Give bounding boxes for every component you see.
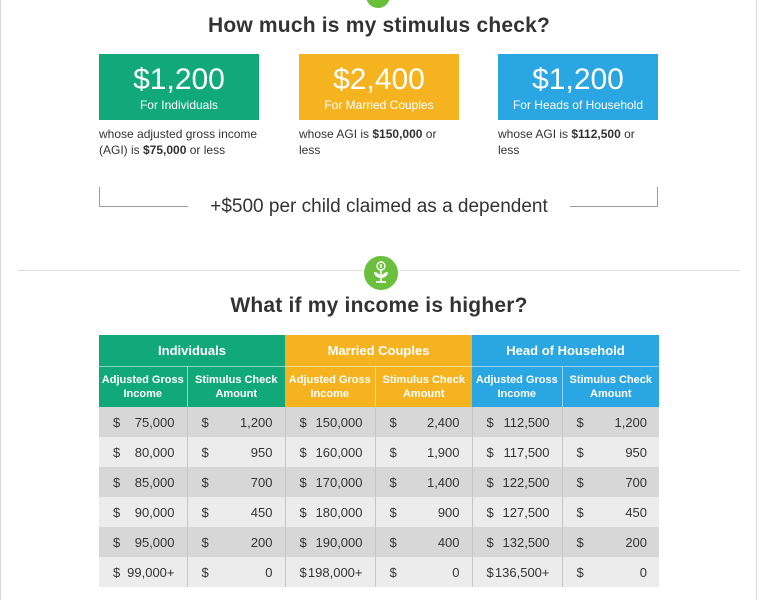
head-amount: $1,200 bbox=[532, 63, 624, 96]
currency-symbol: $ bbox=[201, 534, 209, 550]
currency-symbol: $ bbox=[576, 564, 584, 580]
table-row bbox=[99, 557, 659, 587]
dollar-icon bbox=[366, 0, 390, 8]
cell-value: 450 bbox=[250, 504, 273, 520]
individuals-description bbox=[99, 126, 267, 158]
currency-symbol: $ bbox=[486, 564, 494, 580]
currency-symbol: $ bbox=[486, 534, 494, 550]
currency-symbol: $ bbox=[201, 504, 209, 520]
cell-value: 450 bbox=[625, 504, 648, 520]
agi-cell bbox=[99, 467, 187, 497]
married-description bbox=[299, 126, 459, 158]
currency-symbol: $ bbox=[486, 414, 494, 430]
check-column-header: Stimulus Check Amount bbox=[375, 367, 472, 408]
agi-column-header: Adjusted Gross Income bbox=[472, 367, 562, 408]
stimulus-heading: How much is my stimulus check? bbox=[207, 14, 551, 37]
cell-value: 190,000 bbox=[315, 534, 363, 550]
cell-value: 1,200 bbox=[239, 414, 273, 430]
cell-value: 90,000 bbox=[134, 504, 175, 520]
cell-value: 117,500 bbox=[503, 444, 550, 460]
agi-cell bbox=[285, 437, 375, 467]
check-amount-cell bbox=[187, 437, 285, 467]
cell-value: 132,500 bbox=[502, 534, 550, 550]
money-plant-icon bbox=[362, 254, 400, 292]
agi-cell bbox=[285, 407, 375, 437]
check-amount-cell bbox=[375, 437, 472, 467]
table-row bbox=[99, 407, 659, 437]
desc-text: or less bbox=[186, 143, 226, 157]
cell-value: 170,000 bbox=[315, 474, 363, 490]
agi-cell bbox=[99, 407, 187, 437]
agi-cell bbox=[472, 557, 562, 587]
cell-value: 400 bbox=[437, 534, 460, 550]
check-amount-cell bbox=[375, 527, 472, 557]
cell-value: 1,200 bbox=[614, 414, 648, 430]
check-amount-cell bbox=[187, 497, 285, 527]
currency-symbol: $ bbox=[389, 504, 397, 520]
currency-symbol: $ bbox=[576, 414, 584, 430]
head-label: For Heads of Household bbox=[512, 98, 644, 112]
currency-symbol: $ bbox=[113, 414, 121, 430]
currency-symbol: $ bbox=[299, 474, 307, 490]
agi-cell bbox=[99, 497, 187, 527]
currency-symbol: $ bbox=[389, 474, 397, 490]
currency-symbol: $ bbox=[299, 414, 307, 430]
desc-text: whose AGI is bbox=[299, 127, 373, 141]
currency-symbol: $ bbox=[113, 564, 121, 580]
income-table bbox=[99, 335, 659, 587]
check-amount-cell bbox=[562, 497, 659, 527]
head-description bbox=[498, 126, 658, 158]
check-amount-cell bbox=[562, 557, 659, 587]
cell-value: 0 bbox=[265, 564, 273, 580]
desc-text: whose adjusted gross income (AGI) is bbox=[99, 127, 258, 157]
check-amount-cell bbox=[375, 407, 472, 437]
check-amount-cell bbox=[562, 437, 659, 467]
married-header: Married Couples bbox=[285, 335, 472, 367]
cell-value: 136,500+ bbox=[494, 564, 550, 580]
currency-symbol: $ bbox=[113, 534, 121, 550]
currency-symbol: $ bbox=[201, 564, 209, 580]
currency-symbol: $ bbox=[486, 444, 494, 460]
individuals-label: For Individuals bbox=[139, 98, 219, 112]
table-row bbox=[99, 497, 659, 527]
cell-value: 122,500 bbox=[502, 474, 550, 490]
table-row bbox=[99, 527, 659, 557]
currency-symbol: $ bbox=[113, 474, 121, 490]
check-amount-cell bbox=[562, 527, 659, 557]
check-amount-cell bbox=[562, 467, 659, 497]
check-amount-cell bbox=[187, 557, 285, 587]
currency-symbol: $ bbox=[576, 534, 584, 550]
cell-value: 99,000+ bbox=[127, 564, 175, 580]
desc-threshold: $112,500 bbox=[571, 127, 621, 141]
currency-symbol: $ bbox=[486, 474, 494, 490]
currency-symbol: $ bbox=[113, 444, 121, 460]
currency-symbol: $ bbox=[299, 564, 307, 580]
married-amount: $2,400 bbox=[333, 63, 425, 96]
cell-value: 127,500 bbox=[502, 504, 550, 520]
cell-value: 1,400 bbox=[426, 474, 460, 490]
agi-cell bbox=[472, 467, 562, 497]
agi-cell bbox=[472, 497, 562, 527]
check-amount-cell bbox=[187, 407, 285, 437]
married-card bbox=[299, 54, 459, 120]
agi-cell bbox=[472, 437, 562, 467]
cell-value: 200 bbox=[625, 534, 648, 550]
agi-cell bbox=[285, 557, 375, 587]
agi-cell bbox=[285, 497, 375, 527]
cell-value: 180,000 bbox=[315, 504, 363, 520]
desc-threshold: $75,000 bbox=[143, 143, 187, 157]
income-table-body bbox=[99, 407, 659, 587]
cell-value: 950 bbox=[250, 444, 273, 460]
check-amount-cell bbox=[375, 557, 472, 587]
currency-symbol: $ bbox=[389, 444, 397, 460]
currency-symbol: $ bbox=[299, 444, 307, 460]
cell-value: 0 bbox=[639, 564, 648, 580]
cell-value: 900 bbox=[437, 504, 460, 520]
agi-cell bbox=[285, 467, 375, 497]
table-row bbox=[99, 467, 659, 497]
individuals-amount: $1,200 bbox=[133, 63, 225, 96]
cell-value: 75,000 bbox=[134, 414, 175, 430]
cell-value: 150,000 bbox=[315, 414, 363, 430]
agi-cell bbox=[99, 557, 187, 587]
desc-text: or less bbox=[299, 127, 437, 157]
table-row bbox=[99, 437, 659, 467]
currency-symbol: $ bbox=[389, 414, 397, 430]
cell-value: 700 bbox=[250, 474, 273, 490]
check-amount-cell bbox=[375, 467, 472, 497]
check-amount-cell bbox=[187, 527, 285, 557]
agi-cell bbox=[472, 527, 562, 557]
currency-symbol: $ bbox=[389, 564, 397, 580]
agi-cell bbox=[99, 437, 187, 467]
desc-text: or less bbox=[498, 127, 635, 157]
check-column-header: Stimulus Check Amount bbox=[562, 367, 659, 408]
currency-symbol: $ bbox=[576, 504, 584, 520]
cell-value: 160,000 bbox=[315, 444, 363, 460]
currency-symbol: $ bbox=[299, 534, 307, 550]
cell-value: 112,500 bbox=[503, 414, 550, 430]
agi-cell bbox=[285, 527, 375, 557]
currency-symbol: $ bbox=[576, 444, 584, 460]
cell-value: 80,000 bbox=[134, 444, 175, 460]
cell-value: 200 bbox=[250, 534, 273, 550]
check-amount-cell bbox=[562, 407, 659, 437]
agi-column-header: Adjusted Gross Income bbox=[99, 367, 187, 408]
check-amount-cell bbox=[375, 497, 472, 527]
cell-value: 95,000 bbox=[134, 534, 175, 550]
cell-value: 950 bbox=[625, 444, 648, 460]
higher-income-heading: What if my income is higher? bbox=[230, 294, 528, 317]
currency-symbol: $ bbox=[299, 504, 307, 520]
currency-symbol: $ bbox=[576, 474, 584, 490]
cell-value: 198,000+ bbox=[307, 564, 363, 580]
agi-column-header: Adjusted Gross Income bbox=[285, 367, 375, 408]
currency-symbol: $ bbox=[201, 444, 209, 460]
individuals-card bbox=[99, 54, 259, 120]
head-card bbox=[498, 54, 658, 120]
individuals-header: Individuals bbox=[99, 335, 285, 367]
cell-value: 2,400 bbox=[426, 414, 460, 430]
currency-symbol: $ bbox=[201, 474, 209, 490]
cell-value: 85,000 bbox=[134, 474, 175, 490]
currency-symbol: $ bbox=[201, 414, 209, 430]
cell-value: 1,900 bbox=[426, 444, 460, 460]
currency-symbol: $ bbox=[113, 504, 121, 520]
cell-value: 700 bbox=[625, 474, 648, 490]
check-column-header: Stimulus Check Amount bbox=[187, 367, 285, 408]
desc-text: whose AGI is bbox=[498, 127, 572, 141]
head-header: Head of Household bbox=[472, 335, 659, 367]
desc-threshold: $150,000 bbox=[372, 127, 423, 141]
child-dependent-note: +$500 per child claimed as a dependent bbox=[188, 194, 570, 220]
agi-cell bbox=[99, 527, 187, 557]
agi-cell bbox=[472, 407, 562, 437]
currency-symbol: $ bbox=[486, 504, 494, 520]
married-label: For Married Couples bbox=[324, 98, 434, 112]
check-amount-cell bbox=[187, 467, 285, 497]
currency-symbol: $ bbox=[389, 534, 397, 550]
cell-value: 0 bbox=[452, 564, 460, 580]
